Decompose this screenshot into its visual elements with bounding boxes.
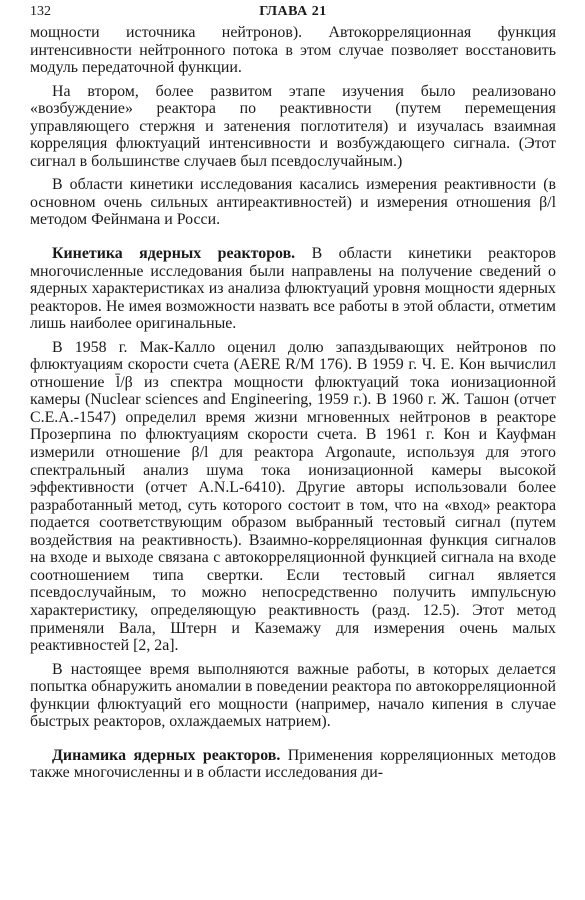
paragraph-second-stage [30,83,556,171]
section-run-in-heading: Кинетика ядерных реакторов. [52,245,296,263]
paragraph-kinetics-measurements [30,176,556,229]
paragraph-text: В настоящее время выполняются важные работы, в которых делается попытка обнаружить аномалии в поведении реактора по автокорреляционной функции флюктуаций его мощности (например, начало кипения в случае быстрых реакторов, охлаждаемых натрием). [30,660,556,731]
paragraph-text: В области кинетики реакторов многочисленные исследования были направлены на получение сведений о ядерных характеристиках из анализа флюктуаций уровня мощности ядерных реакторов. Не имея возможности назвать все работы в этой области, отметим лишь наиболее оригинальные. [30,245,556,333]
paragraph-text: В области кинетики исследования касались измерения реактивности (в основном очень сильных антиреактивностей) и измерения отношения β/l методом Фейнмана и Росси. [30,176,556,229]
running-head [30,0,556,24]
paragraph-text: В 1958 г. Мак-Калло оценил долю запаздывающих нейтронов по флюктуациям скорости счета (AERE R/M 176). В 1959 г. Ч. Е. Кон вычислил отношение l̄/β из спектра мощности флюктуаций тока ионизационной камеры (Nuclear sciences and Engineering, 1959 г.). В 1960 г. Ж. Ташон (отчет C.E.A.-1547) определил время жизни мгновенных нейтронов в реакторе Прозерпина по флюктуациям скорости счета. В 1961 г. Кон и Кауфман измерили отношение β/l для реактора Argonaute, используя для этого спектральный анализ шума тока ионизационной камеры высокой эффективности (отчет A.N.L-6410). Другие авторы использовали более разработанный метод, суть которого состоит в том, что на «вход» реактора подается соответствующим образом выбранный тестовый сигнал (путем воздействия на реактивность). Взаимно-корреляционная функция сигналов на входе и выходе связана с автокорреляционной функцией сигнала на входе соотношением типа свертки. Если тестовый сигнал является псевдослучайным, то можно непосредственно получить импульсную характеристику, определяющую реактивность (разд. 12.5). Этот метод применяли Вала, Штерн и Каземажу для измерения очень малых реактивностей [2, 2а]. [30,338,556,655]
paragraph-history [30,339,556,655]
paragraph-text: Применения корреляционных методов также многочисленны и в области исследования ди- [30,746,556,782]
paragraph-current-work [30,661,556,731]
paragraph-continuation [30,24,556,77]
book-page [30,0,556,788]
chapter-title: ГЛАВА 21 [259,4,327,19]
paragraph-reactor-dynamics [30,747,556,782]
paragraph-reactor-kinetics [30,245,556,333]
paragraph-text: мощности источника нейтронов). Автокорреляционная функция интенсивности нейтронного потока в этом случае позволяет восстановить модуль передаточной функции. [30,24,556,77]
section-run-in-heading: Динамика ядерных реакторов. [52,746,281,764]
page-number: 132 [30,4,51,19]
paragraph-text: На втором, более развитом этапе изучения было реализовано «возбуждение» реактора по реактивности (путем перемещения управляющего стержня и затенения поглотителя) и изучалась взаимная корреляция флюктуаций интенсивности и возбуждающего сигнала. (Этот сигнал в большинстве случаев был псевдослучайным.) [30,82,556,170]
body-text [30,24,556,782]
